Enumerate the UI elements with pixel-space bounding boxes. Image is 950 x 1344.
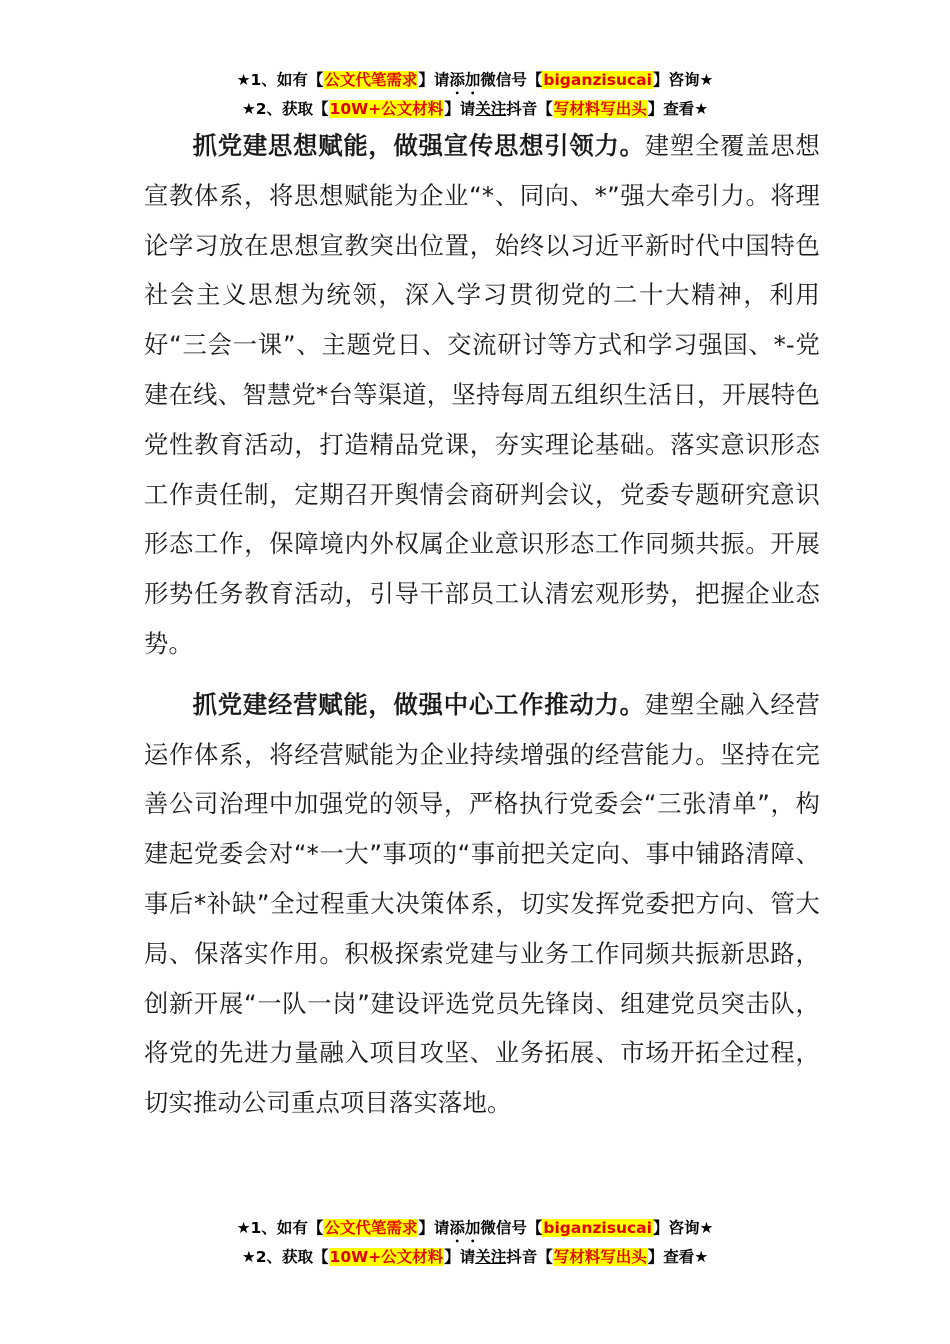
highlight-materials: 10W+公文材料: [329, 1248, 444, 1266]
banner-text: 】咨询★: [652, 1219, 714, 1237]
paragraph-1: [144, 121, 820, 669]
paragraph-heading: 抓党建思想赋能，做强宣传思想引领力。: [192, 131, 645, 160]
banner-line-1: [0, 69, 950, 98]
banner-emphasis: 关注: [475, 100, 507, 118]
paragraph-text: 建塑全覆盖思想宣教体系，将思想赋能为企业“*、同向、*”强大牵引力。将理论学习放在思想宣教突出位置，始终以习近平新时代中国特色社会主义思想为统领，深入学习贯彻党的二十大精神，利用好“三会一课”、主题党日、交流研讨等方式和学习强国、*-党建在线、智慧党*台等渠道，坚持每周五组织生活日，开展特色党性教育活动，打造精品党课，夯实理论基础。落实意识形态工作责任制，定期召开舆情会商研判会议，党委专题研究意识形态工作，保障境内外权属企业意识形态工作同频共振。开展形势任务教育活动，引导干部员工认清宏观形势，把握企业态势。: [144, 131, 820, 658]
highlight-service: 公文代笔需求: [324, 71, 418, 89]
banner-line-1: [0, 1217, 950, 1246]
banner-text: 】请: [418, 1219, 450, 1237]
paragraph-heading: 抓党建经营赋能，做强中心工作推动力。: [192, 689, 645, 719]
paragraph-text: 建塑全融入经营运作体系，将经营赋能为企业持续增强的经营能力。坚持在完善公司治理中加强党的领导，严格执行党委会“三张清单”，构建起党委会对“*一大”事项的“事前把关定向、事中铺路清障、事后*补缺”全过程重大决策体系，切实发挥党委把方向、管大局、保落实作用。积极探索党建与业务工作同频共振新思路，创新开展“一队一岗”建设评选党员先锋岗、组建党员突击队，将党的先进力量融入项目攻坚、业务拓展、市场开拓全过程，切实推动公司重点项目落实落地。: [144, 689, 820, 1118]
highlight-wechat-id: biganzisucai: [543, 1219, 652, 1237]
header-banner: [0, 69, 950, 121]
banner-text: 】查看★: [647, 1248, 709, 1266]
banner-line-2: [0, 1246, 950, 1269]
banner-line-2: [0, 98, 950, 121]
banner-text: 】咨询★: [652, 71, 714, 89]
banner-emphasis: 关注: [475, 1248, 507, 1266]
banner-text: 抖音【: [506, 1248, 553, 1266]
document-body: [144, 121, 820, 1128]
banner-text: 抖音【: [506, 100, 553, 118]
footer-banner: [0, 1217, 950, 1269]
banner-text: 微信号【: [480, 1219, 543, 1237]
highlight-materials: 10W+公文材料: [329, 100, 444, 118]
banner-text: ★2、获取【: [241, 1248, 329, 1266]
banner-emphasis: 添加: [449, 71, 481, 89]
highlight-service: 公文代笔需求: [324, 1219, 418, 1237]
highlight-douyin-account: 写材料写出头: [553, 1248, 647, 1266]
banner-text: ★1、如有【: [236, 1219, 324, 1237]
banner-text: 】查看★: [647, 100, 709, 118]
banner-emphasis: 添加: [449, 1219, 481, 1237]
banner-text: 】请: [444, 1248, 476, 1266]
highlight-douyin-account: 写材料写出头: [553, 100, 647, 118]
paragraph-2: [144, 680, 820, 1128]
banner-text: 】请: [418, 71, 450, 89]
banner-text: 微信号【: [480, 71, 543, 89]
banner-text: ★2、获取【: [241, 100, 329, 118]
banner-text: 】请: [444, 100, 476, 118]
highlight-wechat-id: biganzisucai: [543, 71, 652, 89]
banner-text: ★1、如有【: [236, 71, 324, 89]
